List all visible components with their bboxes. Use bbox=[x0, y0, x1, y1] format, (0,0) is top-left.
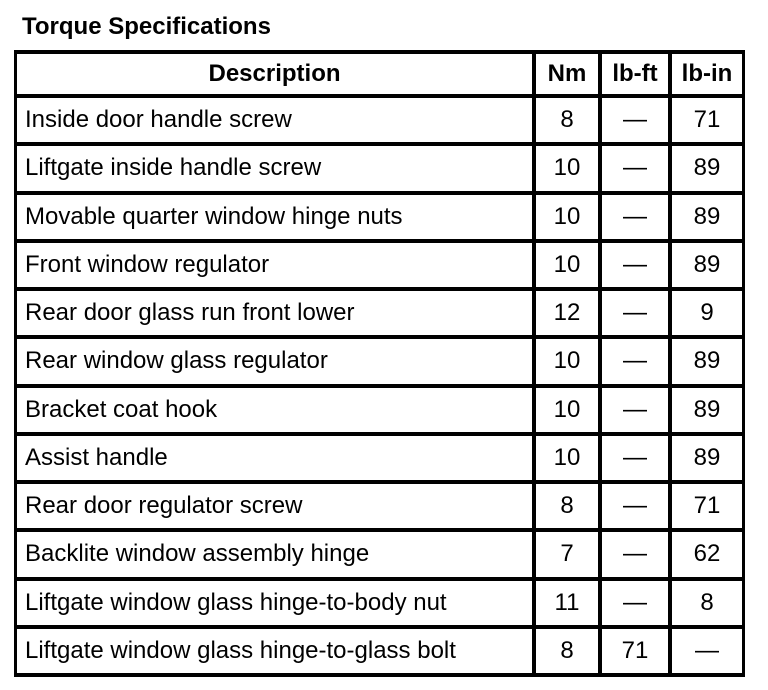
cell-lbin: 62 bbox=[668, 532, 742, 576]
table-row bbox=[17, 388, 742, 432]
cell-nm: 10 bbox=[532, 146, 598, 190]
cell-nm: 8 bbox=[532, 629, 598, 673]
cell-lbft: 71 bbox=[598, 629, 668, 673]
cell-lbin: 71 bbox=[668, 484, 742, 528]
cell-lbft: — bbox=[598, 388, 668, 432]
cell-description: Liftgate window glass hinge-to-glass bolt bbox=[17, 629, 532, 673]
table-row bbox=[17, 532, 742, 576]
cell-nm: 10 bbox=[532, 243, 598, 287]
cell-lbin: 89 bbox=[668, 243, 742, 287]
cell-lbin: 8 bbox=[668, 581, 742, 625]
cell-nm: 12 bbox=[532, 291, 598, 335]
cell-nm: 8 bbox=[532, 484, 598, 528]
cell-lbft: — bbox=[598, 581, 668, 625]
cell-description: Liftgate inside handle screw bbox=[17, 146, 532, 190]
table-row bbox=[17, 291, 742, 335]
cell-lbft: — bbox=[598, 98, 668, 142]
table-header-row bbox=[17, 54, 742, 94]
table-row bbox=[17, 339, 742, 383]
table-row bbox=[17, 436, 742, 480]
cell-lbin: 89 bbox=[668, 388, 742, 432]
cell-lbin: — bbox=[668, 629, 742, 673]
torque-spec-table bbox=[14, 50, 745, 677]
cell-description: Assist handle bbox=[17, 436, 532, 480]
page-title: Torque Specifications bbox=[22, 13, 271, 40]
cell-lbft: — bbox=[598, 532, 668, 576]
cell-lbin: 9 bbox=[668, 291, 742, 335]
cell-description: Liftgate window glass hinge-to-body nut bbox=[17, 581, 532, 625]
table-row bbox=[17, 98, 742, 142]
table-row bbox=[17, 484, 742, 528]
cell-description: Front window regulator bbox=[17, 243, 532, 287]
cell-lbft: — bbox=[598, 339, 668, 383]
cell-lbin: 89 bbox=[668, 195, 742, 239]
table-row bbox=[17, 146, 742, 190]
cell-lbft: — bbox=[598, 484, 668, 528]
cell-nm: 10 bbox=[532, 195, 598, 239]
cell-nm: 11 bbox=[532, 581, 598, 625]
cell-description: Rear door regulator screw bbox=[17, 484, 532, 528]
cell-description: Movable quarter window hinge nuts bbox=[17, 195, 532, 239]
cell-nm: 8 bbox=[532, 98, 598, 142]
cell-lbin: 89 bbox=[668, 146, 742, 190]
cell-description: Inside door handle screw bbox=[17, 98, 532, 142]
cell-lbft: — bbox=[598, 195, 668, 239]
cell-lbin: 71 bbox=[668, 98, 742, 142]
cell-lbin: 89 bbox=[668, 436, 742, 480]
cell-nm: 10 bbox=[532, 388, 598, 432]
cell-description: Bracket coat hook bbox=[17, 388, 532, 432]
column-header-lbin: lb-in bbox=[668, 54, 742, 94]
cell-lbft: — bbox=[598, 291, 668, 335]
cell-lbft: — bbox=[598, 243, 668, 287]
cell-lbft: — bbox=[598, 146, 668, 190]
cell-nm: 10 bbox=[532, 436, 598, 480]
cell-description: Backlite window assembly hinge bbox=[17, 532, 532, 576]
column-header-nm: Nm bbox=[532, 54, 598, 94]
cell-lbft: — bbox=[598, 436, 668, 480]
table-row bbox=[17, 581, 742, 625]
cell-nm: 7 bbox=[532, 532, 598, 576]
column-header-description: Description bbox=[17, 54, 532, 94]
table-row bbox=[17, 243, 742, 287]
cell-description: Rear window glass regulator bbox=[17, 339, 532, 383]
cell-description: Rear door glass run front lower bbox=[17, 291, 532, 335]
table-row bbox=[17, 195, 742, 239]
table-row bbox=[17, 629, 742, 673]
cell-lbin: 89 bbox=[668, 339, 742, 383]
column-header-lbft: lb-ft bbox=[598, 54, 668, 94]
cell-nm: 10 bbox=[532, 339, 598, 383]
